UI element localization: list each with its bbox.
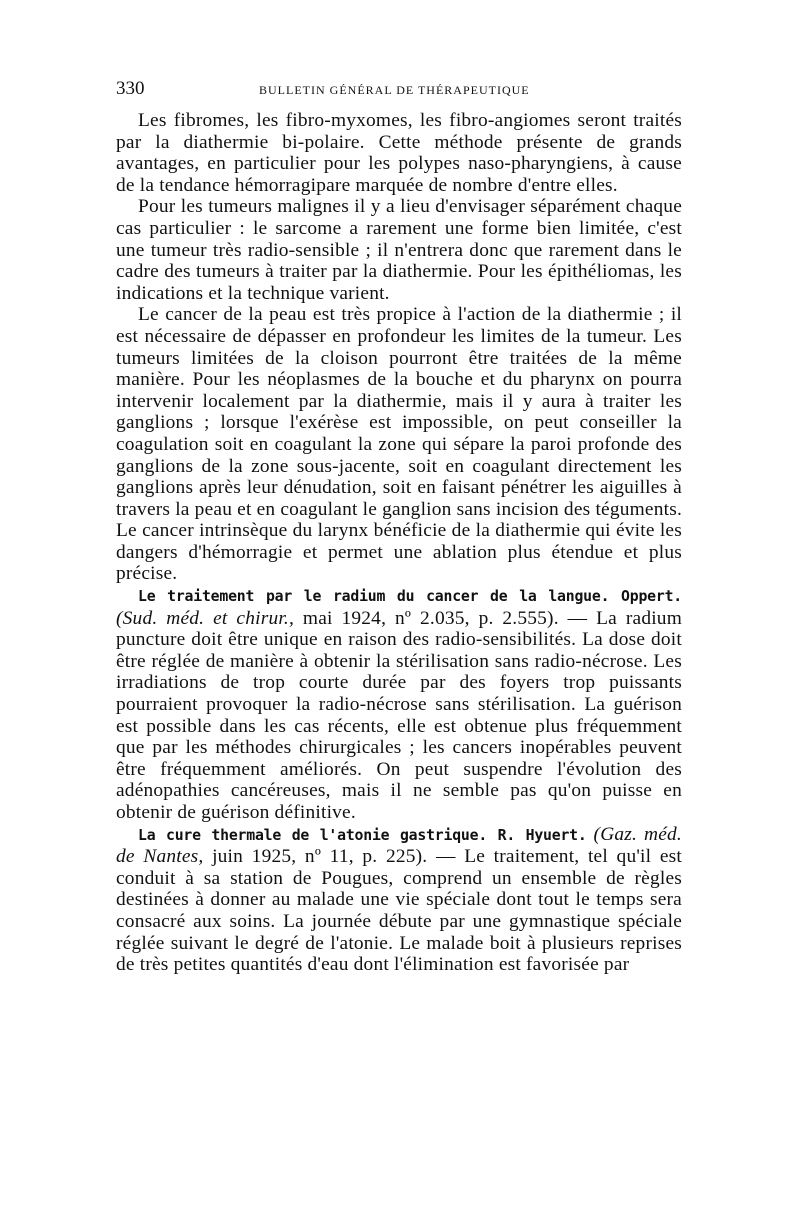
article-citation: (Gaz. méd. de Nantes, bbox=[116, 823, 682, 868]
journal-title: BULLETIN GÉNÉRAL DE THÉRAPEUTIQUE bbox=[259, 83, 530, 97]
article-title: La cure thermale de l'atonie gastrique. R. Hyuert. bbox=[138, 826, 587, 844]
paragraph: Les fibromes, les fibro-myxomes, les fibro-angiomes seront traités par la diathermie bi-polaire. Cette méthode présente de grands avantages, en particulier pour les polypes naso-pharyngiens, à cause de la tendance hémorragipare marquée de nombre d'entre elles. bbox=[116, 110, 682, 196]
document-page bbox=[116, 78, 682, 976]
running-head bbox=[116, 78, 682, 108]
article-citation: (Sud. méd. et chirur., bbox=[116, 607, 295, 629]
article-reference: juin 1925, nº 11, p. 225). — bbox=[203, 846, 465, 868]
article-reference: mai 1924, nº 2.035, p. 2.555). — bbox=[294, 607, 597, 629]
paragraph: Pour les tumeurs malignes il y a lieu d'envisager séparément chaque cas particulier : le sarcome a rarement une forme bien limitée, c'est une tumeur très radio-sensible ; il n'entrera donc que rarement dans le cadre des tumeurs à traiter par la diathermie. Pour les épithéliomas, les indications et la technique varient. bbox=[116, 196, 682, 304]
paragraph: Le cancer de la peau est très propice à l'action de la diathermie ; il est nécessaire de dépasser en profondeur les limites de la tumeur. Les tumeurs limitées de la cloison pourront être traitées de la même manière. Pour les néoplasmes de la bouche et du pharynx on pourra intervenir localement par la diathermie, mais il y aura à traiter les ganglions ; lorsque l'exérèse est impossible, on peut conseiller la coagulation soit en coagulant la zone qui sépare la paroi profonde des ganglions de la zone sous-jacente, soit en coagulant directement les ganglions après leur dénudation, soit en faisant pénétrer les aiguilles à travers la peau et en coagulant le ganglion sans incision des téguments. Le cancer intrinsèque du larynx bénéficie de la diathermie qui évite les dangers d'hémorragie et permet une ablation plus étendue et plus précise. bbox=[116, 304, 682, 585]
body-text bbox=[116, 110, 682, 976]
article-text: La radium puncture doit être unique en raison des radio-sensibilités. La dose doit être réglée de manière à obtenir la stérilisation sans radio-nécrose. Les irradiations de trop courte durée par des foyers trop puissants pourraient provoquer la radio-nécrose sans stérilisation. La guérison est possible dans les cas récents, elle est obtenue plus fréquemment que par les méthodes chirurgicales ; les cancers inopérables peuvent être fréquemment améliorés. On peut suspendre l'évolution des adénopathies cancéreuses, mais il ne semble pas qu'on puisse en obtenir de guérison définitive. bbox=[116, 607, 682, 823]
article-title: Le traitement par le radium du cancer de la langue. Oppert. bbox=[138, 588, 682, 606]
article-text: Le traitement, tel qu'il est conduit à sa station de Pougues, comprend un ensemble de règles destinées à donner au malade une vie spéciale dont tout le temps sera consacré aux soins. La journée débute par une gymnastique spéciale réglée suivant le degré de l'atonie. Le malade boit à plusieurs reprises de très petites quantités d'eau dont l'élimination est favorisée par bbox=[116, 846, 682, 976]
page-number: 330 bbox=[116, 78, 145, 99]
article-cure-thermale bbox=[116, 824, 682, 976]
article-radium bbox=[116, 585, 682, 824]
